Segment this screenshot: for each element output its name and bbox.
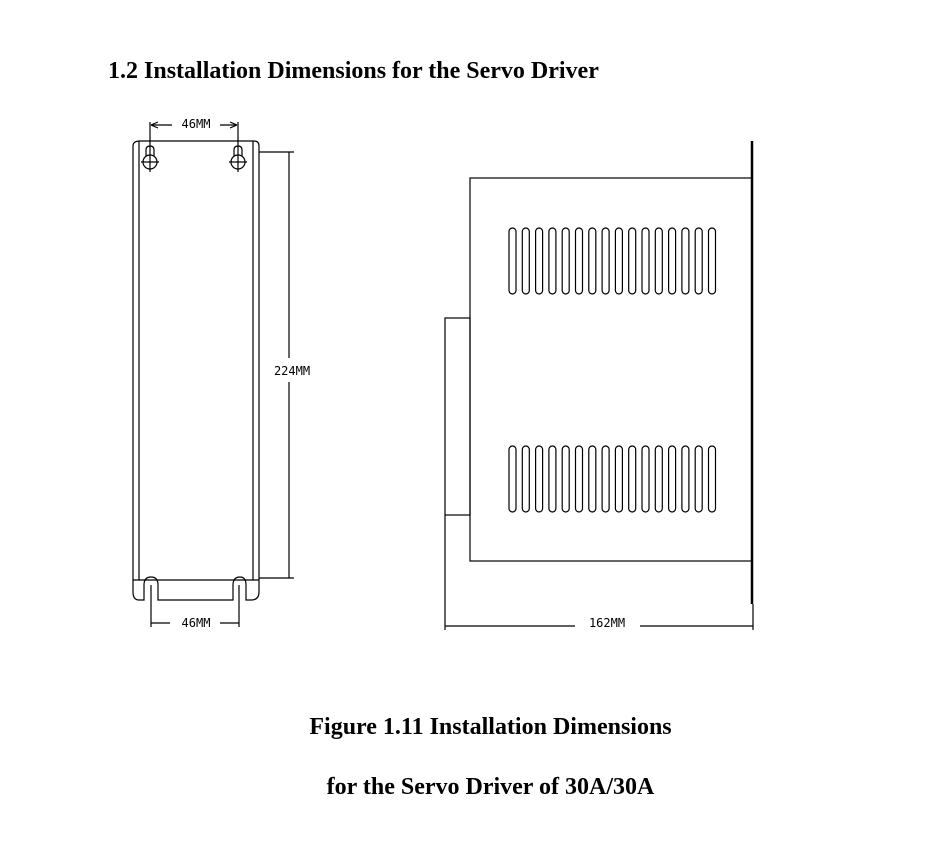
depth-dimension bbox=[445, 515, 753, 630]
vent-slot bbox=[576, 228, 583, 294]
vent-slot bbox=[576, 446, 583, 512]
vent-slot bbox=[642, 446, 649, 512]
figure-caption-line-1: Figure 1.11 Installation Dimensions bbox=[309, 714, 672, 740]
vent-slot bbox=[562, 446, 569, 512]
front-view bbox=[133, 122, 294, 627]
vent-slot bbox=[602, 228, 609, 294]
depth-label: 162MM bbox=[588, 616, 626, 630]
vent-slot bbox=[536, 446, 543, 512]
vent-slot bbox=[522, 228, 529, 294]
vent-slot bbox=[589, 446, 596, 512]
rear-connector-block bbox=[445, 318, 470, 515]
vent-slot bbox=[709, 228, 716, 294]
vent-slot bbox=[695, 446, 702, 512]
vent-slot bbox=[615, 446, 622, 512]
vent-slot bbox=[642, 228, 649, 294]
height-label: 224MM bbox=[273, 364, 311, 378]
vent-slot bbox=[629, 228, 636, 294]
side-body-outline bbox=[470, 178, 752, 561]
vent-slot bbox=[669, 446, 676, 512]
section-heading: 1.2 Installation Dimensions for the Servo Driver bbox=[108, 58, 599, 84]
vent-slot bbox=[669, 228, 676, 294]
front-plate-outline bbox=[133, 141, 259, 600]
vent-slot bbox=[655, 446, 662, 512]
ventilation-slots bbox=[509, 228, 716, 512]
vent-slot bbox=[562, 228, 569, 294]
vent-slot bbox=[655, 228, 662, 294]
top-width-label: 46MM bbox=[181, 117, 211, 131]
vent-slot bbox=[695, 228, 702, 294]
vent-slot bbox=[589, 228, 596, 294]
vent-slot bbox=[602, 446, 609, 512]
vent-slot bbox=[615, 228, 622, 294]
vent-slot bbox=[509, 228, 516, 294]
vent-slot bbox=[682, 228, 689, 294]
vent-slot bbox=[509, 446, 516, 512]
vent-slot bbox=[709, 446, 716, 512]
bottom-width-label: 46MM bbox=[181, 616, 211, 630]
vent-slot bbox=[522, 446, 529, 512]
vent-slot bbox=[536, 228, 543, 294]
vent-slot bbox=[682, 446, 689, 512]
vent-slot bbox=[549, 228, 556, 294]
side-view bbox=[445, 141, 753, 630]
vent-slot bbox=[629, 446, 636, 512]
figure-caption-line-2: for the Servo Driver of 30A/30A bbox=[326, 774, 655, 800]
vent-slot bbox=[549, 446, 556, 512]
